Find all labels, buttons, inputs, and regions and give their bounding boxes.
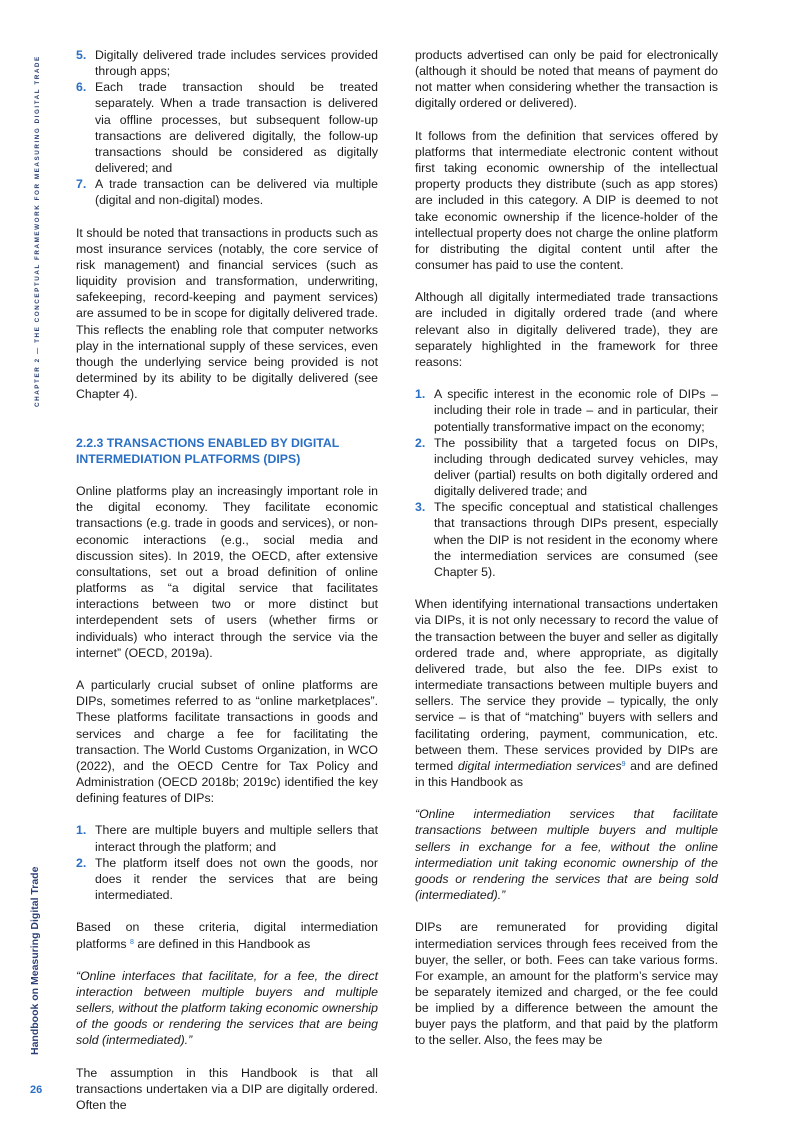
defined-term: digital intermediation services [457, 758, 622, 773]
footnote-ref[interactable]: 9 [621, 760, 626, 768]
left-column [76, 47, 378, 1113]
criteria-text: Based on these criteria, digital intermediation platforms [76, 920, 378, 951]
section-heading: 2.2.3 TRANSACTIONS ENABLED BY DIGITAL INTERMEDIATION PLATFORMS (DIPS) [76, 435, 340, 466]
footnote-ref[interactable]: 8 [130, 938, 134, 946]
list-text: The specific conceptual and statistical challenges that transactions through DIPs present, especially when the DIP is not resident in the economy where the intermediation services are consumed (see Chapter 5). [434, 500, 718, 579]
list-item [76, 176, 378, 208]
reasons-list [415, 386, 718, 580]
page-number: 26 [30, 1084, 43, 1096]
list-text: A specific interest in the economic role of DIPs – including their role in trade – and in particular, their potentially transformative impact on the economy; [434, 387, 718, 434]
identifying-text-end: and are defined in this Handbook as [415, 758, 719, 789]
list-item [76, 47, 378, 79]
list-number: 6. [76, 80, 87, 95]
right-column [415, 47, 718, 1049]
list-number: 1. [415, 387, 426, 402]
book-title: Handbook on Measuring Digital Trade [29, 866, 41, 1055]
paragraph-fees: DIPs are remunerated for providing digital intermediation services through fees received from the buyer, the seller, or both. Fees can take various forms. For example, an amount for the platform’s service may be separately itemized and charged, or the fee could be implied by a difference between the amount the buyer pays the platform, and that paid by the platform to the seller. Also, the fees may be [415, 920, 718, 1048]
list-item [415, 435, 718, 500]
book-running-title [29, 866, 41, 1055]
identifying-text: When identifying international transactions undertaken via DIPs, it is not only necessary to record the value of the transaction between the buyer and seller as digitally ordered trade and, where appropriate, as digitally delivered trade, but also the fee. DIPs exist to intermediate transactions between multiple buyers and sellers. The service they provide – typically, the only service – is that of “matching” buyers with sellers and facilitating ordering, payment, communication, etc. between them. These services provided by DIPs are termed [415, 597, 718, 773]
list-number: 2. [76, 855, 87, 870]
paragraph-insurance: It should be noted that transactions in products such as most insurance services (notably, the core service of risk management) and financial services (such as liquidity provision and transformation, underwriting, safekeeping, record-keeping and payment services) are assumed to be in scope for digitally delivered trade. This reflects the enabling role that computer networks play in the international supply of these services, even though the underlying service being provided is not determined by its ability to be digitally delivered (see Chapter 4). [76, 225, 378, 402]
paragraph-online-platforms: Online platforms play an increasingly important role in the digital economy. They facilitate economic transactions (e.g. trade in goods and services), or non-economic interactions (e.g., social media and discussion sites). In 2019, the OECD, after extensive consultations, set out a broad definition of online platforms as “a digital service that facilitates interactions between two or more distinct but interdependent sets of users (whether firms or individuals) who interact through the service via the internet” (OECD, 2019a). [76, 484, 378, 660]
list-number: 2. [415, 435, 426, 450]
paragraph-dip-subset: A particularly crucial subset of online platforms are DIPs, sometimes referred to as “online marketplaces”. These platforms facilitate transactions in goods and services and charge a fee for facilitating the transaction. The World Customs Organization, in WCO (2022), and the OECD Centre for Tax Policy and Administration (OECD 2018b; 2019c) identified the key defining features of DIPs: [76, 678, 378, 806]
list-number: 1. [76, 823, 87, 838]
paragraph-continued: products advertised can only be paid for electronically (although it should be noted that means of payment do not matter when considering whether the transaction is digitally ordered or delivered). [415, 48, 718, 111]
list-text: The platform itself does not own the goods, nor does it render the services that are being intermediated. [95, 855, 378, 903]
list-item [76, 855, 378, 903]
list-text: A trade transaction can be delivered via multiple (digital and non-digital) modes. [95, 177, 378, 208]
rules-list [76, 47, 378, 209]
list-item [76, 79, 378, 176]
paragraph-assumption: The assumption in this Handbook is that all transactions undertaken via a DIP are digitally ordered. Often the [76, 1065, 378, 1113]
list-item [415, 386, 718, 434]
list-item [76, 822, 378, 854]
dis-definition-quote: “Online intermediation services that facilitate transactions between multiple buyers and multiple sellers in exchange for a fee, without the online intermediation unit taking economic ownership of the goods or rendering the services that are being sold (intermediated).” [415, 807, 718, 903]
dip-features-list [76, 822, 378, 903]
dip-definition-quote: “Online interfaces that facilitate, for a fee, the direct interaction between multiple buyers and multiple sellers, without the platform taking economic ownership of the goods or rendering the services that are being sold (intermediated).” [76, 968, 378, 1048]
criteria-text-end: are defined in this Handbook as [137, 936, 311, 951]
chapter-running-header [29, 47, 41, 407]
chapter-label: CHAPTER 2 — THE CONCEPTUAL FRAMEWORK FOR MEASURING DIGITAL TRADE [34, 55, 41, 407]
list-number: 5. [76, 48, 87, 62]
paragraph-criteria [76, 919, 378, 951]
paragraph-identifying [415, 596, 718, 790]
paragraph-follows: It follows from the definition that services offered by platforms that intermediate electronic content without first taking economic ownership of the intellectual property products they distribute (such as app stores) are included in this category. A DIP is deemed to not take economic ownership if the licence-holder of the intellectual property does not charge the online platform for distributing the digital content until after the consumer has paid to use the content. [415, 128, 718, 273]
list-number: 7. [76, 177, 87, 192]
paragraph-although: Although all digitally intermediated trade transactions are included in digitally ordered trade (and where relevant also in digitally delivered trade), they are separately highlighted in the framework for three reasons: [415, 290, 718, 369]
list-text: Each trade transaction should be treated separately. When a trade transaction is delivered via offline processes, but subsequent follow-up transactions are delivered digitally, the follow-up transactions should be considered as digitally delivered; and [95, 80, 378, 176]
list-text: There are multiple buyers and multiple sellers that interact through the platform; and [95, 823, 378, 854]
list-item [415, 499, 718, 580]
list-number: 3. [415, 500, 426, 515]
list-text: The possibility that a targeted focus on DIPs, including through dedicated survey vehicles, may deliver (partial) results on both digitally ordered and digitally delivered trade; and [434, 435, 718, 499]
list-text: Digitally delivered trade includes services provided through apps; [95, 48, 378, 79]
